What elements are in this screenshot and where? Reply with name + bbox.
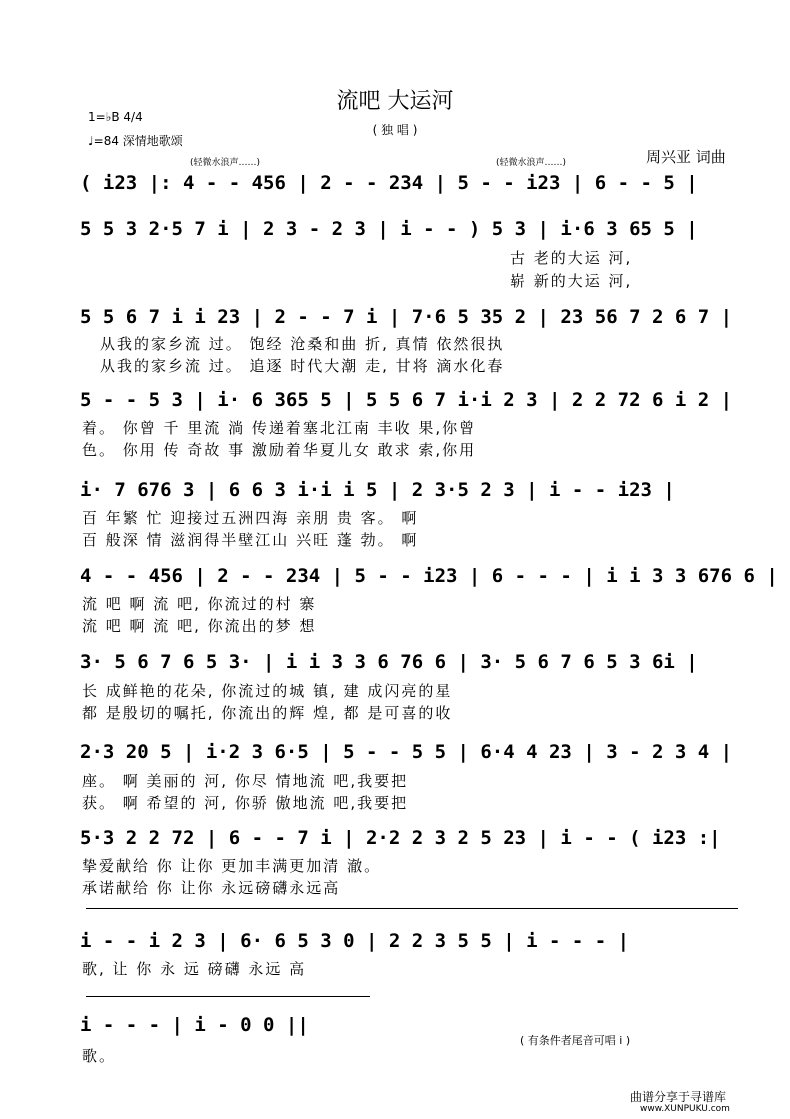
notation-row: 5 - - 5 3 | i· 6 365 5 | 5 5 6 7 i·i 2 3 | 2 2 72 6 i 2 | bbox=[80, 389, 733, 411]
notation-row: 5 5 3 2·5 7 i | 2 3 - 2 3 | i - - ) 5 3 | i·6 3 65 5 | bbox=[80, 218, 698, 240]
volta-bracket bbox=[86, 908, 738, 909]
performance-cue: (轻微水浪声……) bbox=[496, 158, 567, 168]
notation-row: i - - - | i - 0 0 || bbox=[80, 1014, 309, 1036]
lyric-line: 着。 你曾 千 里流 淌 传递着塞北江南 丰收 果,你曾 bbox=[82, 419, 477, 437]
tempo-marking: ♩=84 深情地歌颂 bbox=[88, 134, 183, 148]
notation-row: i - - i 2 3 | 6· 6 5 3 0 | 2 2 3 5 5 | i - - - | bbox=[80, 930, 630, 952]
song-subtitle: ( 独 唱 ) bbox=[372, 123, 418, 137]
lyric-line: 流 吧 啊 流 吧, 你流出的梦 想 bbox=[82, 617, 317, 635]
lyric-line: 色。 你用 传 奇故 事 激励着华夏儿女 敢求 索,你用 bbox=[82, 441, 477, 459]
lyric-line: 座。 啊 美丽的 河, 你尽 情地流 吧,我要把 bbox=[82, 772, 409, 790]
notation-row: 5·3 2 2 72 | 6 - - 7 i | 2·2 2 3 2 5 23 | i - - ( i23 :| bbox=[80, 827, 721, 849]
lyric-line: 歌。 bbox=[82, 1047, 117, 1065]
lyric-line: 百 年繁 忙 迎接过五洲四海 亲朋 贵 客。 啊 bbox=[82, 509, 419, 527]
lyric-line: 流 吧 啊 流 吧, 你流过的村 寨 bbox=[82, 595, 317, 613]
key-signature: 1=♭B 4/4 bbox=[88, 110, 143, 124]
notation-row: ( i23 |: 4 - - 456 | 2 - - 234 | 5 - - i23 | 6 - - 5 | bbox=[80, 172, 698, 194]
lyric-line: 歌, 让 你 永 远 磅礴 永远 高 bbox=[82, 960, 307, 978]
performance-cue: (轻微水浪声……) bbox=[190, 158, 261, 168]
notation-row: i· 7 676 3 | 6 6 3 i·i i 5 | 2 3·5 2 3 | i - - i23 | bbox=[80, 479, 675, 501]
footer-source: 曲谱分享于寻谱库 bbox=[630, 1090, 727, 1104]
notation-row: 5 5 6 7 i i 23 | 2 - - 7 i | 7·6 5 35 2 | 23 56 7 2 6 7 | bbox=[80, 306, 733, 328]
lyric-line: 崭 新的大运 河, bbox=[510, 272, 633, 290]
lyric-line: 从我的家乡流 过。 追逐 时代大潮 走, 甘将 滴水化春 bbox=[100, 357, 505, 375]
notation-row: 3· 5 6 7 6 5 3· | i i 3 3 6 76 6 | 3· 5 6 7 6 5 3 6i | bbox=[80, 651, 698, 673]
lyric-line: 获。 啊 希望的 河, 你骄 傲地流 吧,我要把 bbox=[82, 794, 409, 812]
song-title: 流吧 大运河 bbox=[336, 89, 454, 114]
lyric-line: 长 成鲜艳的花朵, 你流过的城 镇, 建 成闪亮的星 bbox=[82, 682, 453, 700]
notation-row: 2·3 20 5 | i·2 3 6·5 | 5 - - 5 5 | 6·4 4 23 | 3 - 2 3 4 | bbox=[80, 741, 733, 763]
lyric-line: 都 是殷切的嘱托, 你流出的辉 煌, 都 是可喜的收 bbox=[82, 704, 453, 722]
lyric-line: 挚爱献给 你 让你 更加丰满更加清 澈。 bbox=[82, 857, 382, 875]
notation-row: 4 - - 456 | 2 - - 234 | 5 - - i23 | 6 - - - | i i 3 3 676 6 | bbox=[80, 565, 778, 587]
slur-line bbox=[86, 996, 370, 997]
credits: 周兴亚 词曲 bbox=[646, 148, 726, 166]
performance-note: ( 有条件者尾音可唱 i ) bbox=[520, 1034, 631, 1047]
lyric-line: 从我的家乡流 过。 饱经 沧桑和曲 折, 真情 依然很执 bbox=[100, 335, 505, 353]
lyric-line: 承诺献给 你 让你 永远磅礴永远高 bbox=[82, 879, 341, 897]
footer-url: www.XUNPUKU.com bbox=[640, 1104, 730, 1114]
lyric-line: 百 般深 情 滋润得半壁江山 兴旺 蓬 勃。 啊 bbox=[82, 531, 419, 549]
lyric-line: 古 老的大运 河, bbox=[510, 249, 633, 267]
